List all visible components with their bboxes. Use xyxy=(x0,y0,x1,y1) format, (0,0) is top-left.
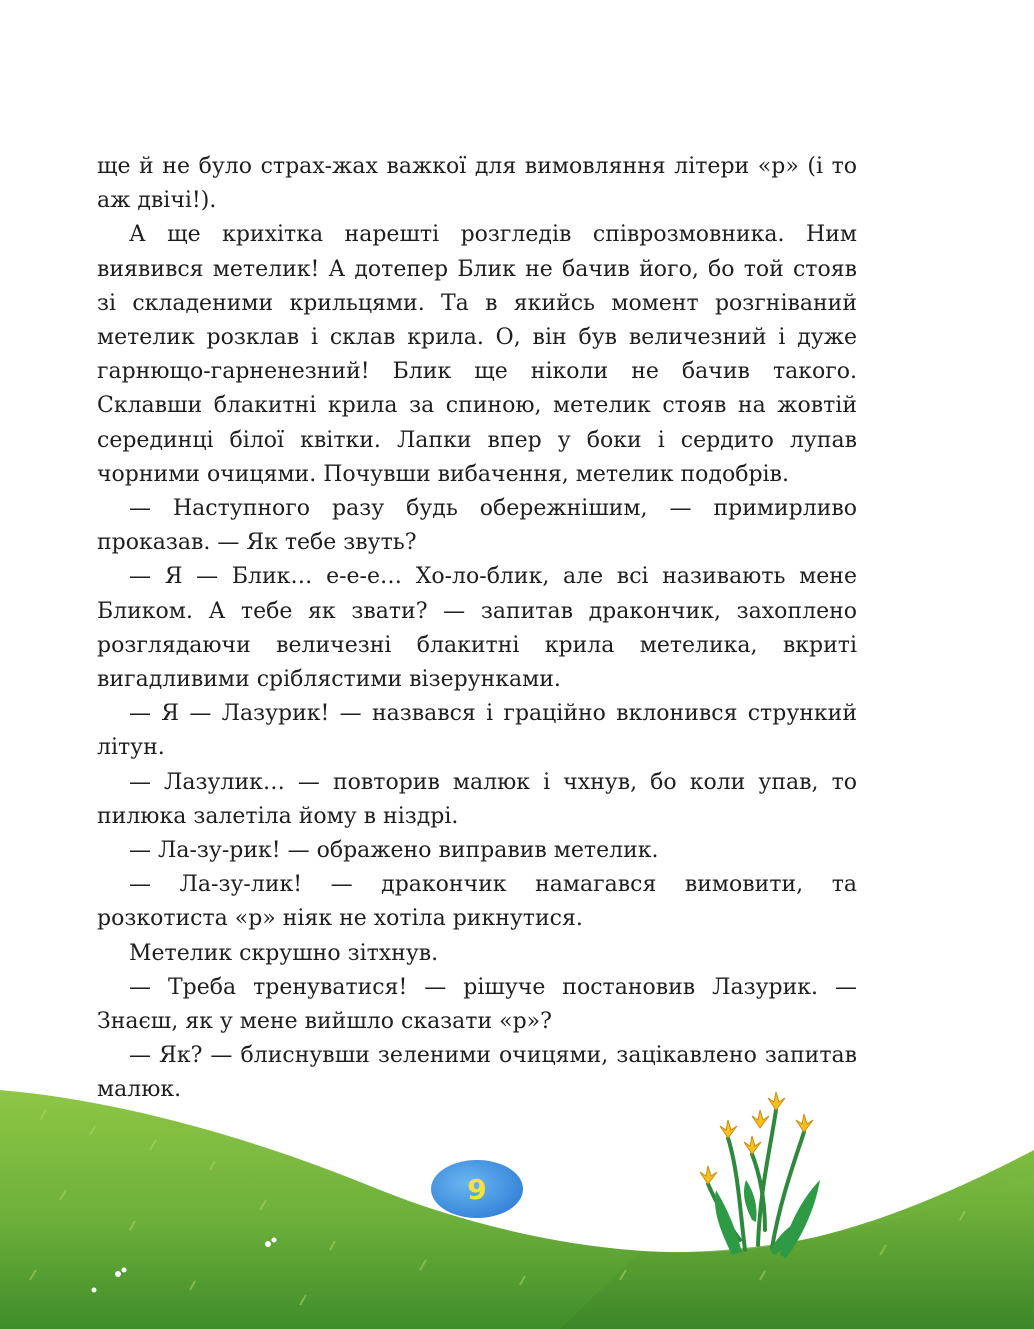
paragraph: — Ла-зу-лик! — дракончик намагався вимовити, та розкотиста «р» ніяк не хотіла рикнутися. xyxy=(97,872,857,932)
paragraph: — Я — Блик… е-е-е… Хо-ло-блик, але всі називають мене Бликом. А тебе як звати? — запитав дракончик, захоплено розглядаючи величезні блакитні крила метелика, вкриті вигадливими сріблястими візерунками. xyxy=(97,564,857,693)
story-text xyxy=(97,150,857,1108)
paragraph: — Лазулик… — повторив малюк і чхнув, бо коли упав, то пилюка залетіла йому в ніздрі. xyxy=(97,769,857,829)
paragraph: ще й не було страх-жах важкої для вимовляння літери «р» (і то аж двічі!). xyxy=(97,154,857,214)
paragraph: — Наступного разу будь обережнішим, — примирливо проказав. — Як тебе звуть? xyxy=(97,496,857,556)
page-number: 9 xyxy=(467,1172,487,1206)
paragraph: — Як? — блиснувши зеленими очицями, зацікавлено запитав малюк. xyxy=(97,1043,857,1103)
paragraph: — Треба тренуватися! — рішуче постановив Лазурик. — Знаєш, як у мене вийшло сказати «р»? xyxy=(97,974,857,1035)
paragraph: А ще крихітка нарешті розгледів співрозмовника. Ним виявився метелик! А дотепер Блик не бачив його, бо той стояв зі складеними крильцями. Та в якийсь момент розгніваний метелик розклав і склав крила. О, він був величезний і дуже гарнющо-гарненезний! Блик ще ніколи не бачив такого. Склавши блакитні крила за спиною, метелик стояв на жовтій серединці білої квітки. Лапки впер у боки і сердито лупав чорними очицями. Почувши вибачення, метелик подобрів. xyxy=(97,222,857,487)
paragraph: — Я — Лазурик! — назвався і граційно вклонився стрункий літун. xyxy=(97,701,857,761)
paragraph: — Ла-зу-рик! — ображено виправив метелик. xyxy=(129,838,659,864)
paragraph: Метелик скрушно зітхнув. xyxy=(129,940,439,966)
